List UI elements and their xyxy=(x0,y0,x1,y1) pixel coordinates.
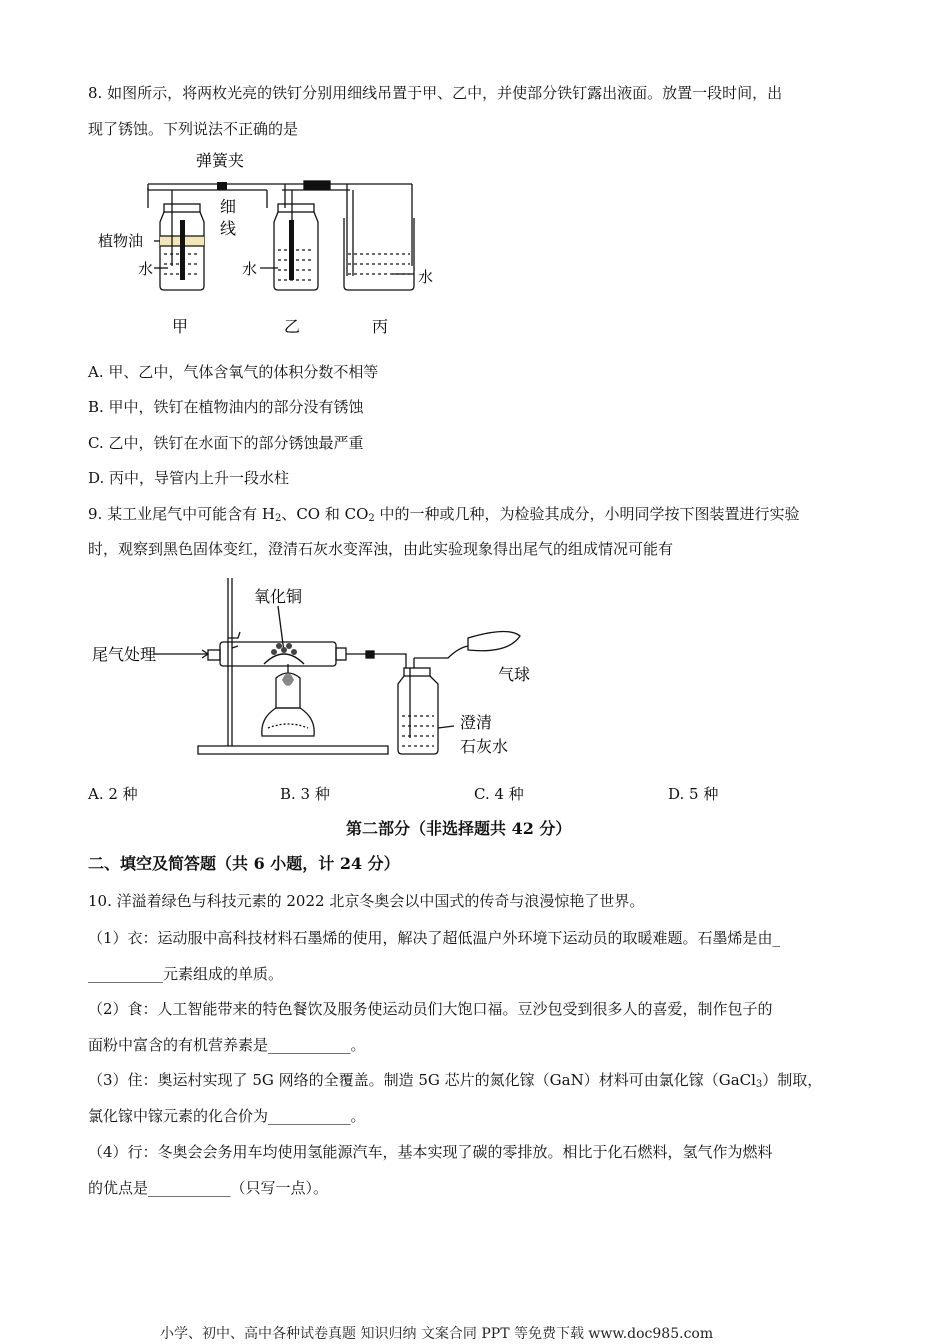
water-label-a: 水 xyxy=(138,260,154,278)
part2-title: 第二部分（非选择题共 42 分） xyxy=(346,819,572,838)
q10-part4-line1: （4）行：冬奥会会务用车均使用氢能源汽车，基本实现了碳的零排放。相比于化石燃料，氢气作为燃料 xyxy=(88,1143,773,1161)
q8-option-a: A. 甲、乙中，气体含氧气的体积分数不相等 xyxy=(88,363,379,381)
q8-option-c: C. 乙中，铁钉在水面下的部分锈蚀最严重 xyxy=(88,434,364,452)
q10-part1-line2: __________元素组成的单质。 xyxy=(88,965,284,983)
balloon-label: 气球 xyxy=(498,665,531,684)
q8-option-b: B. 甲中，铁钉在植物油内的部分没有锈蚀 xyxy=(88,398,364,416)
q9-stem-part-b: 、CO 和 CO xyxy=(281,505,369,523)
q10-part2-line1: （2）食：人工智能带来的特色餐饮及服务使运动员们大饱口福。豆沙包受到很多人的喜爱，制作包子的 xyxy=(88,1000,773,1018)
q10-stem: 10. 洋溢着绿色与科技元素的 2022 北京冬奥会以中国式的传奇与浪漫惊艳了世界。 xyxy=(88,892,645,910)
limewater-label-1: 澄清 xyxy=(460,713,493,732)
water-label-b: 水 xyxy=(242,260,258,278)
jar-label-b: 乙 xyxy=(284,317,301,336)
q9-sub-a: 2 xyxy=(274,513,282,524)
copper-oxide-label: 氧化铜 xyxy=(254,587,303,606)
q10-part3-text-a: （3）住：奥运村实现了 5G 网络的全覆盖。制造 5G 芯片的氮化镓（GaN）材料可由氯化镓（GaCl xyxy=(88,1071,756,1089)
q8-option-d: D. 丙中，导管内上升一段水柱 xyxy=(88,469,290,487)
q9-option-c: C. 4 种 xyxy=(474,785,524,803)
q9-option-d: D. 5 种 xyxy=(668,785,719,803)
water-label-c: 水 xyxy=(418,268,434,286)
q10-part2-line2: 面粉中富含的有机营养素是___________。 xyxy=(88,1036,366,1054)
q9-stem-part-c: 中的一种或几种，为检验其成分，小明同学按下图装置进行实验 xyxy=(374,505,800,523)
q9-option-a: A. 2 种 xyxy=(88,785,138,803)
oil-label: 植物油 xyxy=(98,232,144,250)
string-label-2: 线 xyxy=(220,219,237,238)
q8-figure xyxy=(92,146,452,342)
q10-part3-line1 xyxy=(88,1069,822,1096)
string-label-1: 细 xyxy=(220,197,237,216)
q9-option-b: B. 3 种 xyxy=(280,785,330,803)
q10-part3-line2: 氯化镓中镓元素的化合价为___________。 xyxy=(88,1107,366,1125)
jar-label-c: 丙 xyxy=(372,317,389,336)
q8-stem-line1: 8. 如图所示，将两枚光亮的铁钉分别用细线吊置于甲、乙中，并使部分铁钉露出液面。放置一段时间，出 xyxy=(88,84,783,102)
section2-title: 二、填空及简答题（共 6 小题，计 24 分） xyxy=(88,854,400,873)
q9-stem-line1 xyxy=(88,503,800,530)
q9-figure xyxy=(88,568,548,768)
q9-stem-line2: 时，观察到黑色固体变红，澄清石灰水变浑浊，由此实验现象得出尾气的组成情况可能有 xyxy=(88,540,674,558)
jar-label-a: 甲 xyxy=(172,317,189,336)
q10-part3-sub: 3 xyxy=(755,1079,763,1090)
q10-part3-text-b: ）制取， xyxy=(762,1071,823,1089)
q8-stem-line2: 现了锈蚀。下列说法不正确的是 xyxy=(88,120,299,138)
limewater-label-2: 石灰水 xyxy=(460,737,509,756)
page-footer: 小学、初中、高中各种试卷真题 知识归纳 文案合同 PPT 等免费下载 www.doc985.com xyxy=(160,1326,714,1342)
q9-sub-b: 2 xyxy=(368,513,375,524)
q10-part4-line2: 的优点是___________（只写一点）。 xyxy=(88,1179,329,1197)
q9-stem-part-a: 9. 某工业尾气中可能含有 H xyxy=(88,505,275,523)
q10-part1-line1: （1）衣：运动服中高科技材料石墨烯的使用，解决了超低温户外环境下运动员的取暖难题。石墨烯是由_ xyxy=(88,929,781,947)
clip-label: 弹簧夹 xyxy=(196,151,245,170)
tail-gas-label: 尾气处理 xyxy=(92,645,157,664)
